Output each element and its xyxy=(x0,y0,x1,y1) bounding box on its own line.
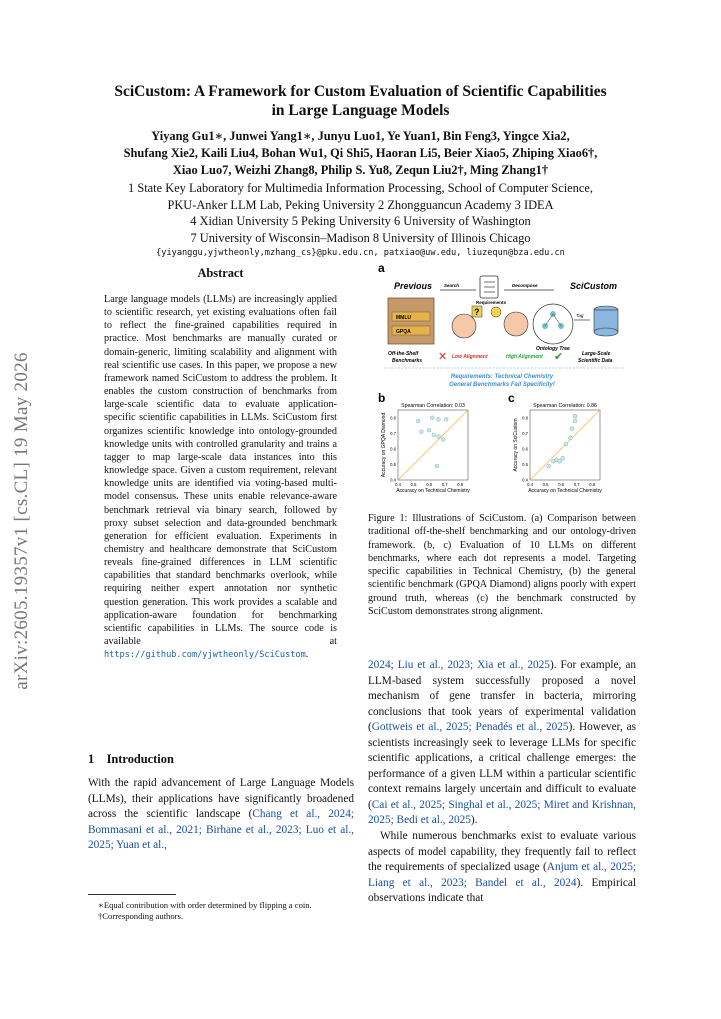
authors-line-3: Xiao Luo7, Weizhi Zhang8, Philip S. Yu8, Zequn Liu2†, Ming Zhang1† xyxy=(172,163,549,177)
data-point xyxy=(561,456,565,460)
abstract-heading: Abstract xyxy=(197,266,244,280)
data-point xyxy=(444,417,448,421)
col2-text-1: ). For example, an LLM-based system successfully proposed a novel mechanism of gene transfer in bacteria, mirroring conclusions that took years of experimental validation ( xyxy=(368,659,636,734)
data-point xyxy=(573,419,577,423)
ontology-tree-icon xyxy=(533,304,573,344)
data-point xyxy=(558,459,562,463)
y-tick-label: 0.7 xyxy=(390,430,396,436)
scicustom-label: SciCustom xyxy=(570,281,618,291)
intro-continued xyxy=(368,658,636,907)
section-number: 1 xyxy=(88,752,95,766)
y-tick-label: 0.4 xyxy=(522,477,528,483)
data-point xyxy=(441,438,445,442)
x-tick-label: 0.5 xyxy=(410,482,417,487)
contact-emails: {yiyanggu,yjwtheonly,mzhang_cs}@pku.edu.cn, patxiao@uw.edu, liuzequn@bza.edu.cn xyxy=(156,248,565,258)
data-point xyxy=(569,436,573,440)
svg-text:?: ? xyxy=(474,307,480,317)
scientific-data-label: Scientific Data xyxy=(578,358,613,364)
affil-line-3: 4 Xidian University 5 Peking University 6 University of Washington xyxy=(190,214,531,228)
chart-title: Spearman Correlation: 0.03 xyxy=(401,403,465,409)
cites-3[interactable]: Cai et al., 2025; Singhal et al., 2025; Miret and Krishnan, 2025; Bedi et al., 2025 xyxy=(368,798,636,827)
col2-text-2: ). However, as scientists increasingly seek to leverage LLMs for specific scientific applications, a critical challenge emerges: the performance of a given LLM within a particular scientific context remains largely uncertain and difficult to evaluate ( xyxy=(368,721,636,811)
source-code-link[interactable]: https://github.com/yjwtheonly/SciCustom xyxy=(104,650,306,661)
authors-line-1: Yiyang Gu1∗, Junwei Yang1∗, Junyu Luo1, Ye Yuan1, Bin Feng3, Yingce Xia2, xyxy=(151,129,570,143)
x-tick-label: 0.7 xyxy=(441,482,448,487)
col2-paragraph-2 xyxy=(368,829,636,907)
intro-paragraph xyxy=(88,776,354,854)
section-heading xyxy=(88,752,174,767)
gpqa-label: GPQA xyxy=(396,329,411,335)
data-point xyxy=(573,414,577,418)
requirements-banner-line-2: General Benchmarks Fail Specificity! xyxy=(449,382,555,388)
col2-text-4: ). Empirical observations indicate that xyxy=(368,876,637,905)
x-tick-label: 0.4 xyxy=(395,482,401,487)
affil-line-1: 1 State Key Laboratory for Multimedia Information Processing, School of Computer Science, xyxy=(128,181,593,195)
large-scale-label: Large-Scale xyxy=(582,351,611,357)
data-point xyxy=(419,430,423,434)
low-alignment-label: Low Alignment xyxy=(452,354,488,360)
figure-1 xyxy=(368,262,636,502)
x-tick-label: 0.5 xyxy=(542,482,549,487)
happy-person-icon xyxy=(504,312,528,336)
intro-citations[interactable]: Chang et al., 2024; Bommasani et al., 2021; Birhane et al., 2023; Luo et al., 2025; Yuan et al., xyxy=(88,808,354,851)
y-tick-label: 0.8 xyxy=(390,415,396,421)
offshelf-label: Off-the-Shelf xyxy=(388,351,419,357)
footnotes xyxy=(88,900,354,922)
y-tick-label: 0.8 xyxy=(522,415,528,421)
footnote-corresponding: †Corresponding authors. xyxy=(98,911,183,922)
data-point xyxy=(432,433,436,437)
intro-text: With the rapid advancement of Large Language Models (LLMs), their applications have significantly broadened across the scientific landscape ( xyxy=(88,777,354,820)
x-tick-label: 0.4 xyxy=(527,482,533,487)
data-point xyxy=(564,442,568,446)
arxiv-id: arXiv:2605.19357v1 [cs.CL] 19 May 2026 xyxy=(11,352,32,690)
author-list xyxy=(40,128,681,179)
data-point xyxy=(430,416,434,420)
high-alignment-label: High Alignment xyxy=(506,354,543,360)
y-tick-label: 0.6 xyxy=(390,446,396,452)
y-tick-label: 0.5 xyxy=(522,461,528,467)
tag-label: Tag xyxy=(576,313,584,318)
x-tick-label: 0.6 xyxy=(426,482,433,487)
abstract-text: Large language models (LLMs) are increasingly applied to scientific research, yet existing evaluations often fail to reflect the fine-grained capabilities required in practice. Most benchmarks are manually curated or domain-generic, limiting scalability and alignment with real scientific use cases. In this paper, we propose a new framework named SciCustom to address the problem. It enables the custom construction of benchmarks from large-scale scientific data to evaluate application-specific scientific capabilities in LLMs. SciCustom first organizes scientific knowledge into ontology-grounded knowledge units with controlled granularity and trains a tagger to map large-scale data instances into this knowledge space. Given a custom requirement, relevant knowledge units are identified via voting-based multi-model consensus. These units enable relevance-aware benchmark retrieval via binary search, followed by proxy subset selection and data-grounded benchmark generation for efficient evaluation. Experiments in chemistry and healthcare demonstrate that SciCustom reveals fine-grained differences in LLM scientific capabilities that standard benchmarks overlook, while requiring neither expert annotation nor synthetic question generation. This work provides a scalable and application-aware foundation for benchmarking scientific capabilities in LLMs. The source code is available at xyxy=(104,294,337,648)
benchmarks-label: Benchmarks xyxy=(392,358,423,364)
panel-a-label: a xyxy=(378,262,385,275)
y-tick-label: 0.6 xyxy=(522,446,528,452)
y-tick-label: 0.7 xyxy=(522,430,528,436)
panel-c-label: c xyxy=(508,391,515,405)
x-tick-label: 0.8 xyxy=(589,482,596,487)
requirements-banner-line-1: Requirements: Technical Chemistry xyxy=(450,374,554,380)
footnote-rule xyxy=(88,894,176,895)
affiliations xyxy=(40,180,681,246)
panel-b-label: b xyxy=(378,391,386,405)
footnote-equal-contribution: ∗Equal contribution with order determined by flipping a coin. xyxy=(98,900,312,910)
data-point xyxy=(437,417,441,421)
search-label: Search xyxy=(444,283,460,288)
x-tick-label: 0.7 xyxy=(573,482,580,487)
decompose-label: Decompose xyxy=(512,283,538,288)
title-line-2: in Large Language Models xyxy=(271,102,450,119)
data-point xyxy=(416,419,420,423)
x-tick-label: 0.8 xyxy=(457,482,464,487)
x-axis-label: Accuracy on Technical Chemistry xyxy=(396,488,470,494)
mmlu-label: MMLU xyxy=(396,315,411,321)
title-line-1: SciCustom: A Framework for Custom Evaluation of Scientific Capabilities xyxy=(114,83,607,100)
y-axis-label: Accuracy on GPQA Diamond xyxy=(381,412,387,478)
cites-2[interactable]: Gottweis et al., 2025; Penadés et al., 2025 xyxy=(371,721,569,734)
figure-caption: Figure 1: Illustrations of SciCustom. (a) Comparison between traditional off-the-shelf benchmarking and our ontology-driven framework. (b, c) Evaluation of 10 LLMs on different benchmarks, where each dot represents a model. Targeting specific capabilities in Technical Chemistry, (b) the general scientific benchmark (GPQA Diamond) aligns poorly with expert ground truth, whereas (c) the benchmark constructed by SciCustom demonstrates strong alignment. xyxy=(368,513,636,618)
abstract-body: Large language models (LLMs) are increasingly applied to scientific research, yet existing evaluations often fail to reflect the fine-grained capabilities required in practice. Most benchmarks are manually curated or domain-generic, limiting scalability and alignment with real scientific use cases. In this paper, we propose a new framework named SciCustom to address the problem. It enables the custom construction of benchmarks from large-scale scientific data to evaluate application-specific scientific capabilities in LLMs. SciCustom first organizes scientific knowledge into ontology-grounded knowledge units with controlled granularity and trains a tagger to map large-scale data instances into this knowledge space. Given a custom requirement, relevant knowledge units are identified via voting-based multi-model consensus. These units enable relevance-aware benchmark retrieval via binary search, followed by proxy subset selection and data-grounded benchmark generation for efficient evaluation. Experiments in chemistry and healthcare demonstrate that SciCustom reveals fine-grained differences in LLM scientific capabilities that standard benchmarks overlook, while requiring neither expert annotation nor synthetic question generation. This work provides a scalable and application-aware foundation for benchmarking scientific capabilities in LLMs. The source code is available at https://github.com/yjwtheonly/SciCustom. xyxy=(104,294,337,661)
authors-line-2: Shufang Xie2, Kaili Liu4, Bohan Wu1, Qi Shi5, Haoran Li5, Beier Xiao5, Zhiping Xiao6†, xyxy=(123,146,598,160)
x-axis-label: Accuracy on Technical Chemistry xyxy=(528,488,602,494)
scatter-chart-scicustom xyxy=(513,403,602,494)
scatter-chart-gpqa xyxy=(381,403,470,494)
data-point xyxy=(427,428,431,432)
data-point xyxy=(435,464,439,468)
lightbulb-icon xyxy=(491,307,501,317)
col2-para2: While numerous benchmarks exist to evaluate various aspects of model capability, they frequently fail to reflect the requirements of specialized usage ( xyxy=(368,830,636,874)
diagonal-line xyxy=(398,410,468,480)
previous-label: Previous xyxy=(394,281,433,291)
data-point xyxy=(570,427,574,431)
x-tick-label: 0.6 xyxy=(558,482,565,487)
chart-title: Spearman Correlation: 0.86 xyxy=(533,403,597,409)
cites-1[interactable]: 2024; Liu et al., 2023; Xia et al., 2025 xyxy=(368,659,550,671)
y-tick-label: 0.5 xyxy=(390,461,396,467)
ontology-tree-label: Ontology Tree xyxy=(536,346,570,352)
section-title: Introduction xyxy=(106,752,174,766)
check-icon: ✔ xyxy=(554,351,564,363)
requirements-label: Requirements xyxy=(476,300,507,305)
data-point xyxy=(437,435,441,439)
col2-text-3: ). xyxy=(470,814,478,827)
cites-4[interactable]: Anjum et al., 2025; Liang et al., 2023; Bandel et al., 2024 xyxy=(368,861,637,889)
affil-line-2: PKU-Anker LLM Lab, Peking University 2 Zhongguancun Academy 3 IDEA xyxy=(167,197,554,212)
arxiv-watermark xyxy=(11,330,32,710)
paper-title xyxy=(60,82,661,120)
cross-icon: ✕ xyxy=(438,351,448,363)
data-point xyxy=(547,464,551,468)
affil-line-4: 7 University of Wisconsin–Madison 8 University of Illinois Chicago xyxy=(190,230,531,245)
confused-person-icon xyxy=(452,314,476,338)
y-tick-label: 0.4 xyxy=(390,477,396,483)
y-axis-label: Accuracy on SciCustom xyxy=(513,418,519,472)
